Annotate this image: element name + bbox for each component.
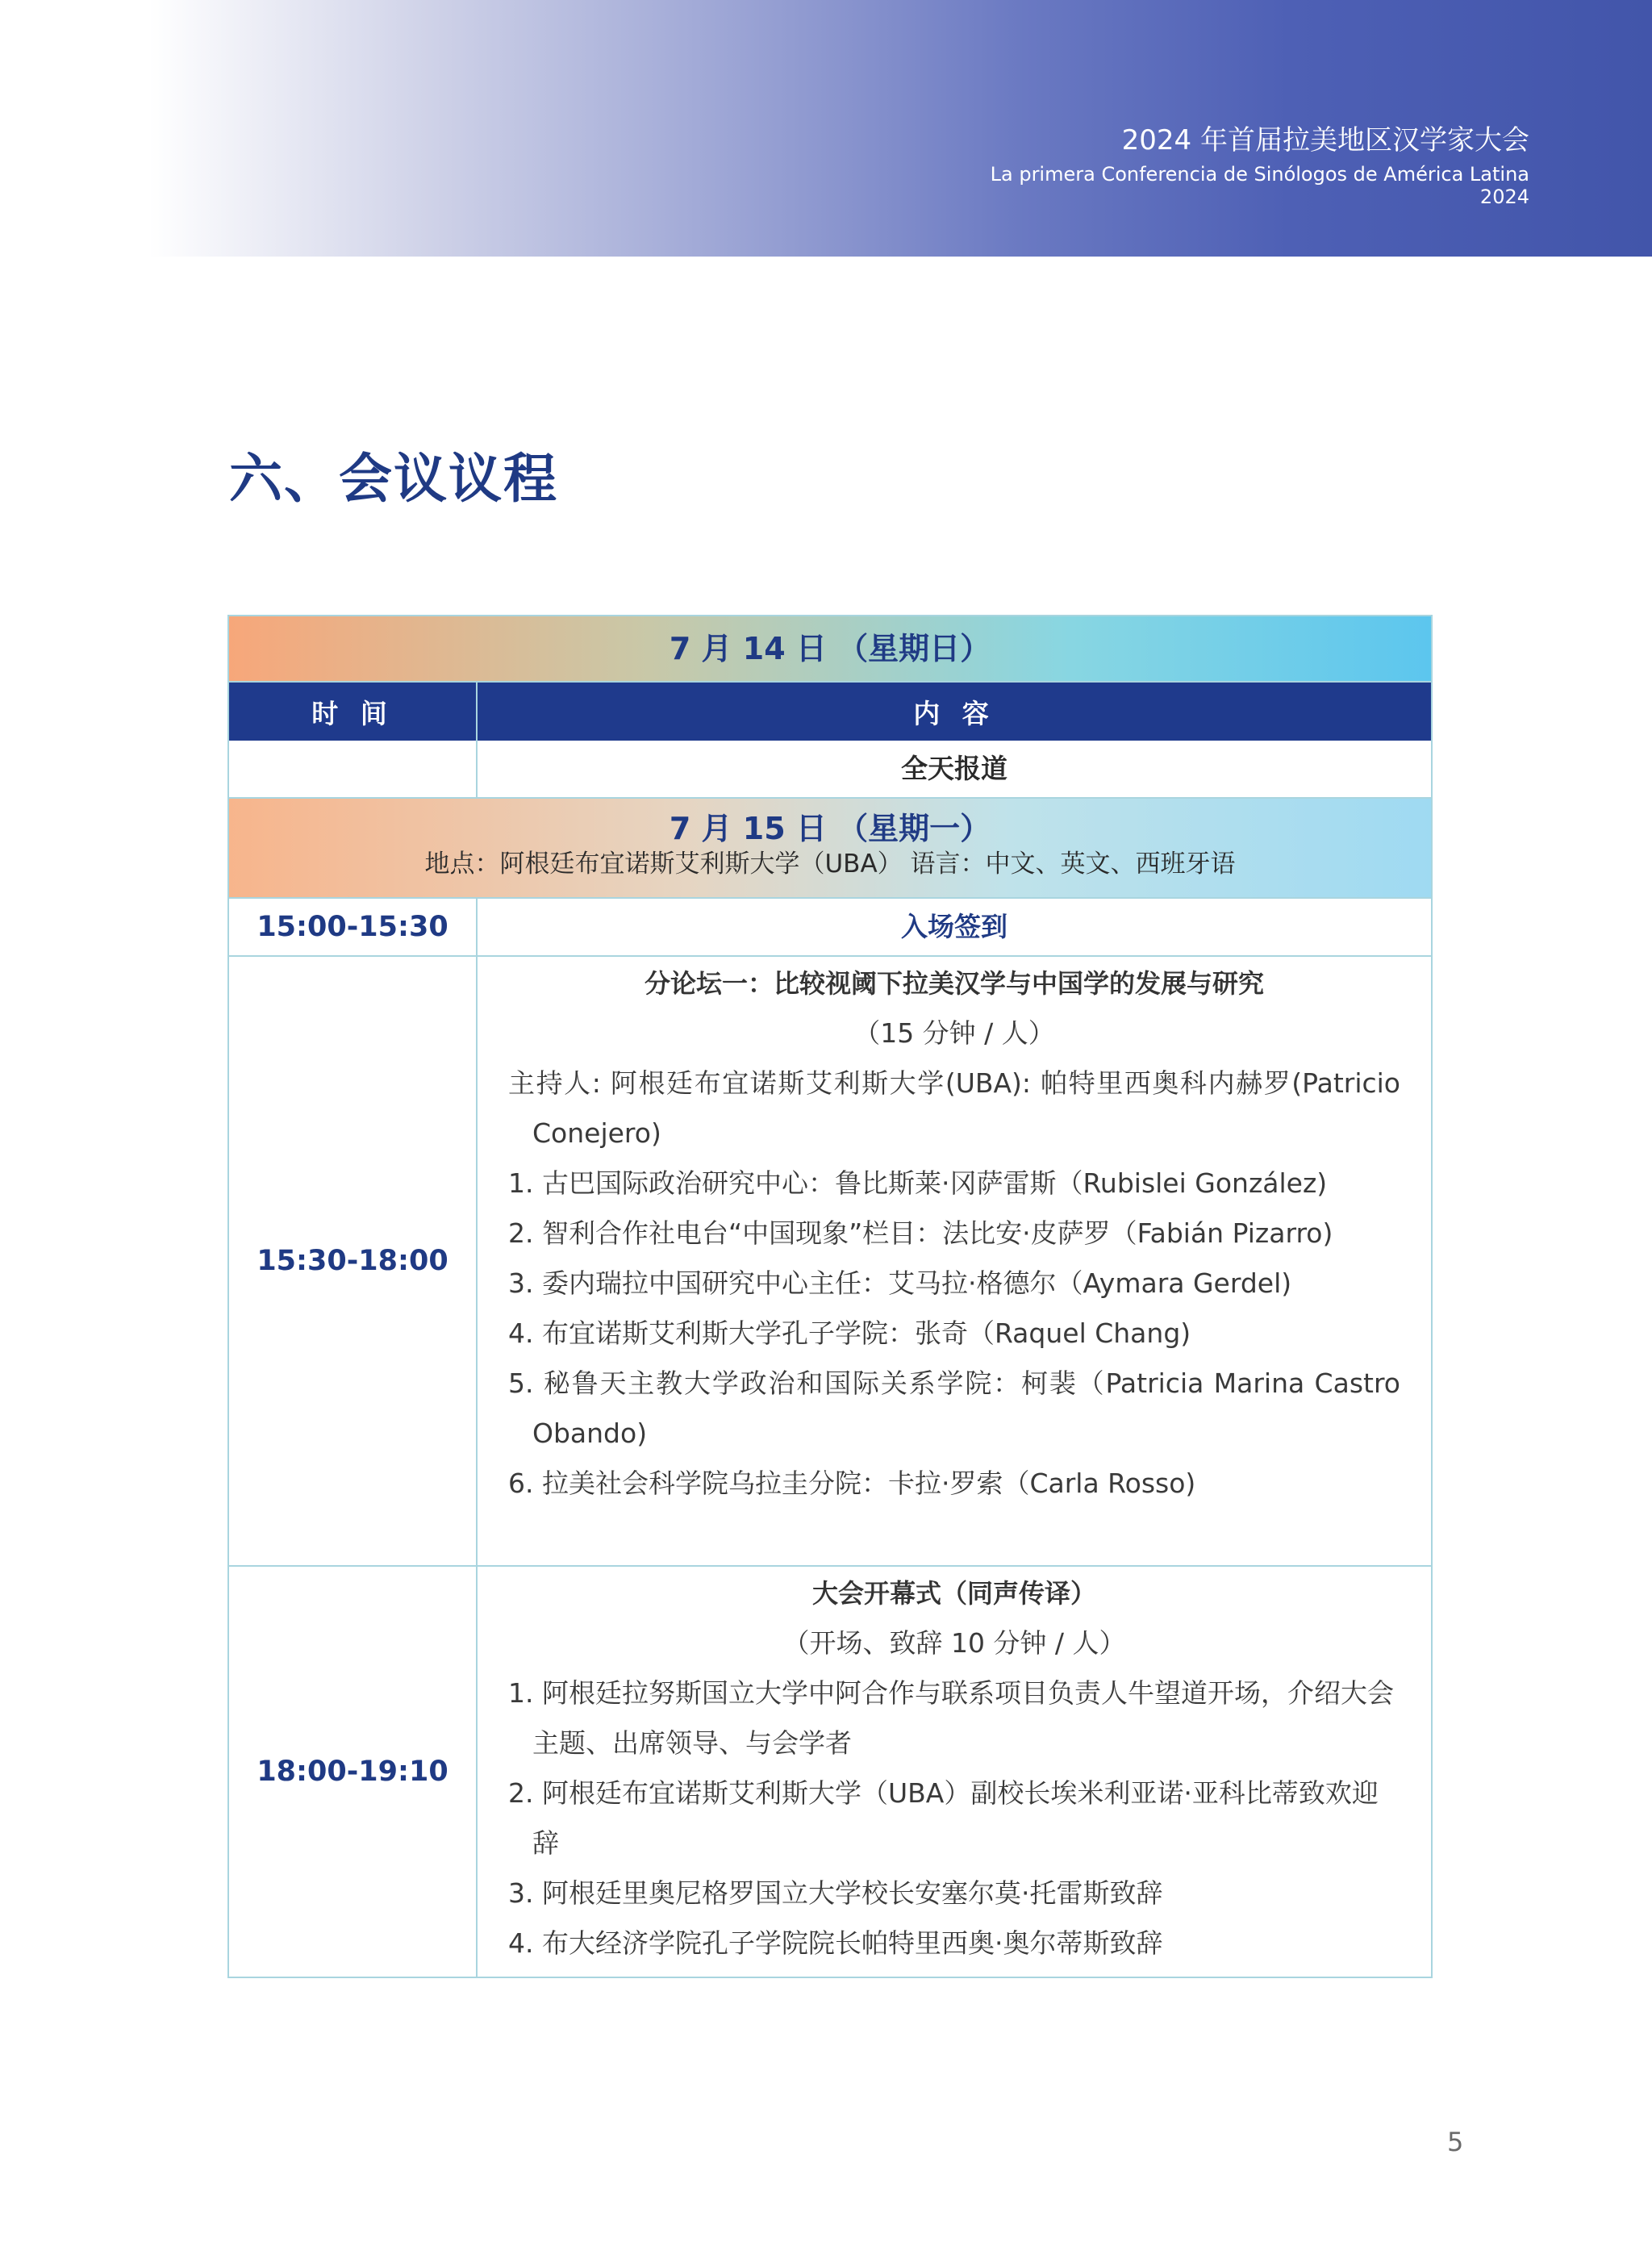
day2-location-language: 地点：阿根廷布宜诺斯艾利斯大学（UBA） 语言：中文、英文、西班牙语 (424, 850, 1236, 879)
table-header-row (229, 683, 1431, 741)
forum-cell (478, 957, 1431, 1565)
content-column-header: 内 容 (913, 697, 995, 729)
opening-title: 大会开幕式（同声传译） (811, 1578, 1096, 1609)
time-cell: 18:00-19:10 (229, 1567, 478, 1977)
list-item: 2. 阿根廷布宜诺斯艾利斯大学（UBA）副校长埃米利亚诺·亚科比蒂致欢迎辞 (508, 1777, 1379, 1859)
time-cell: 15:30-18:00 (229, 957, 478, 1565)
table-row (229, 741, 1431, 797)
table-row (229, 955, 1431, 1565)
forum-subtitle: （15 分钟 / 人） (853, 1017, 1055, 1049)
list-item: 2. 智利合作社电台“中国现象”栏目：法比安·皮萨罗（Fabián Pizarro) (508, 1217, 1333, 1249)
time-cell: 15:00-15:30 (229, 899, 478, 955)
agenda-table (227, 615, 1433, 1978)
table-row (229, 899, 1431, 955)
opening-cell (478, 1567, 1431, 1977)
day2-date: 7 月 15 日 （星期一） (669, 811, 991, 846)
checkin-cell: 入场签到 (901, 911, 1007, 942)
table-row (229, 1565, 1431, 1977)
list-item: 1. 古巴国际政治研究中心：鲁比斯莱·冈萨雷斯（Rubislei González) (508, 1167, 1328, 1199)
list-item: 6. 拉美社会科学院乌拉圭分院：卡拉·罗索（Carla Rosso) (508, 1468, 1196, 1499)
opening-subtitle: （开场、致辞 10 分钟 / 人） (782, 1627, 1126, 1659)
time-column-header: 时 间 (229, 683, 478, 741)
day1-date-band: 7 月 14 日 （星期日） (229, 616, 1431, 683)
list-item: 4. 布宜诺斯艾利斯大学孔子学院：张奇（Raquel Chang) (508, 1317, 1191, 1349)
list-item: 4. 布大经济学院孔子学院院长帕特里西奥·奥尔蒂斯致辞 (508, 1927, 1163, 1959)
list-item: 3. 委内瑞拉中国研究中心主任：艾马拉·格德尔（Aymara Gerdel) (508, 1267, 1292, 1299)
time-cell (229, 741, 478, 797)
conference-title-zh: 2024 年首届拉美地区汉学家大会 (1121, 124, 1529, 157)
page-number: 5 (1447, 2127, 1464, 2157)
list-item: 3. 阿根廷里奥尼格罗国立大学校长安塞尔莫·托雷斯致辞 (508, 1877, 1163, 1909)
forum-host: 主持人: 阿根廷布宜诺斯艾利斯大学(UBA): 帕特里西奥科内赫罗(Patricio Conejero) (508, 1067, 1400, 1149)
header-band (0, 0, 1652, 257)
registration-cell: 全天报道 (901, 753, 1007, 784)
section-title: 六、会议议程 (229, 448, 558, 510)
forum-title: 分论坛一：比较视阈下拉美汉学与中国学的发展与研究 (644, 968, 1264, 999)
list-item: 5. 秘鲁天主教大学政治和国际关系学院：柯裴（Patricia Marina Castro Obando) (508, 1367, 1400, 1449)
day2-date-band (229, 797, 1431, 899)
list-item: 1. 阿根廷拉努斯国立大学中阿合作与联系项目负责人牛望道开场，介绍大会主题、出席领导、与会学者 (508, 1677, 1394, 1759)
conference-title-es: La primera Conferencia de Sinólogos de América Latina 2024 (990, 163, 1529, 208)
